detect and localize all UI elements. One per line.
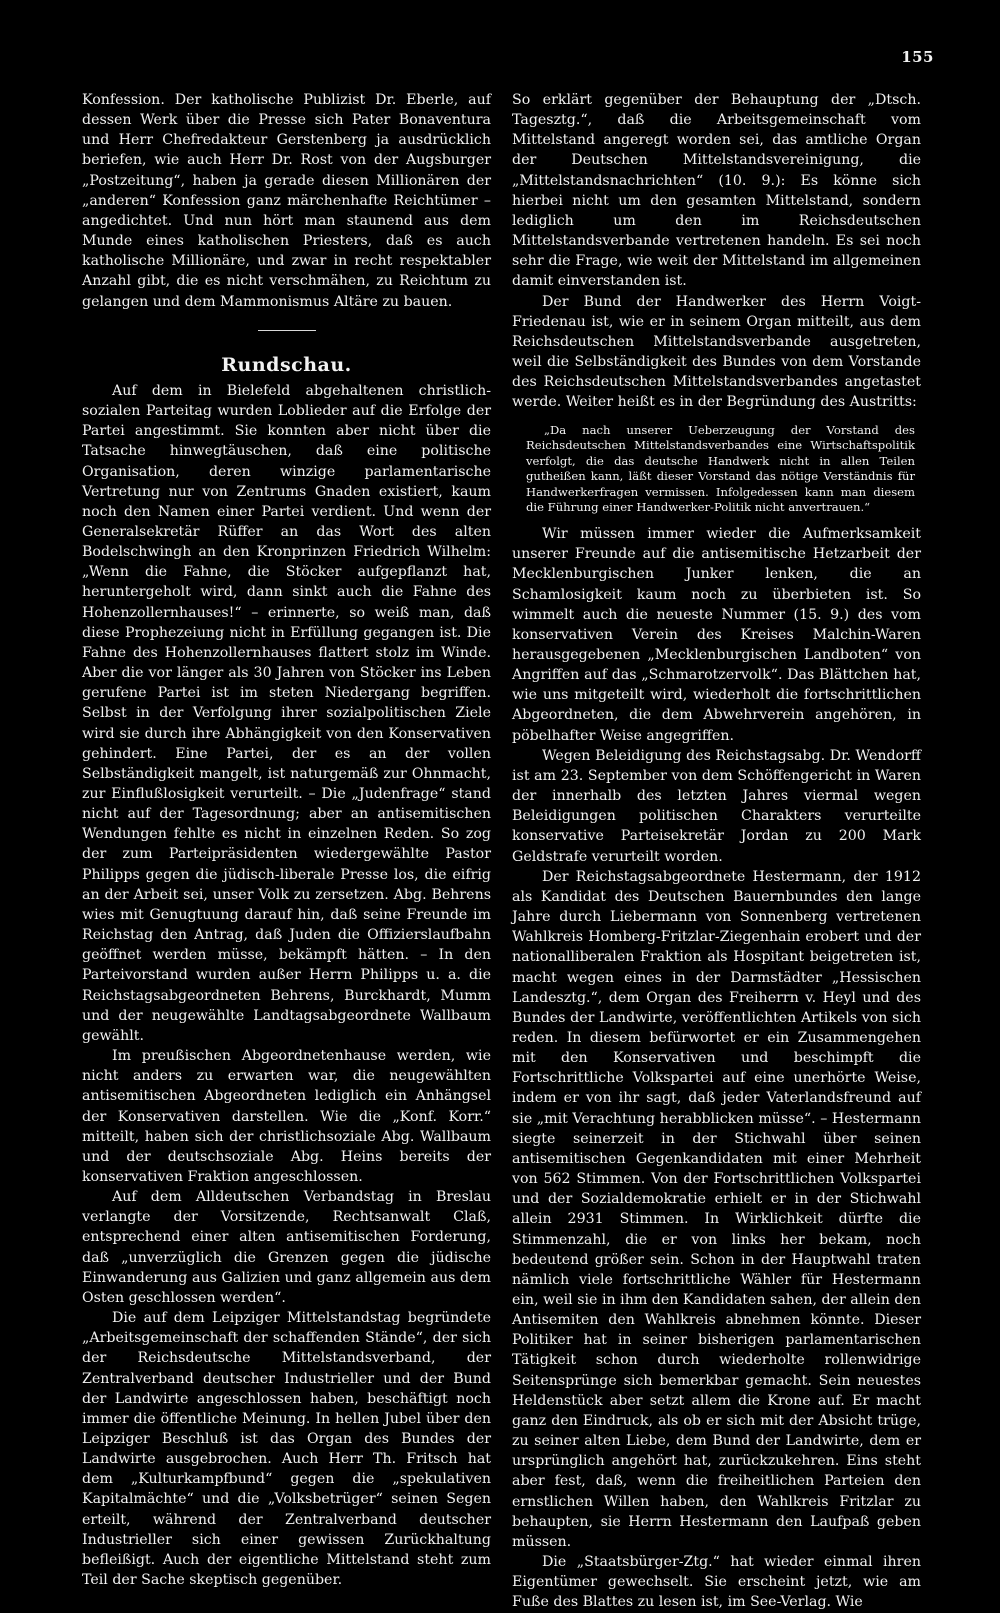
paragraph: Der Bund der Handwerker des Herrn Voigt-Friedenau ist, wie er in seinem Organ mitteilt, aus dem Reichsdeutschen Mittelstandsverbande ausgetreten, weil die Selbständigkeit des Bundes von dem Vorstande des Reichsdeutschen Mittelstandsverbandes angetastet werde. Weiter heißt es in der Begründung des Austritts: — [512, 293, 921, 411]
paragraph: Auf dem Alldeutschen Verbandstag in Breslau verlangte der Vorsitzende, Rechtsanwalt Claß, entsprechend einer alten antisemitischen Forderung, daß „unverzüglich die Grenzen gegen die jüdische Einwanderung aus Galizien und ganz allgemein aus dem Osten geschlossen werden“. — [82, 1189, 491, 1306]
paragraph: Wir müssen immer wieder die Aufmerksamkeit unserer Freunde auf die antisemitische Hetzarbeit der Mecklenburgischen Junker lenken, die an Schamlosigkeit kaum noch zu überbieten ist. So wimmelt auch die neueste Nummer (15. 9.) des vom konservativen Verein des Kreises Malchin-Waren herausgegebenen „Mecklenburgischen Landboten“ von Angriffen auf das „Schmarotzervolk“. Das Blättchen hat, wie uns mitgeteilt wird, wiederholt die fortschrittlichen Abgeordneten, die dem Abwehrverein angehören, in pöbelhafter Weise angegriffen. — [512, 526, 921, 744]
block-quote: „Da nach unserer Ueberzeugung der Vorstand des Reichsdeutschen Mittelstandsverbandes eine Wirtschaftspolitik verfolgt, die das deutsche Handwerk nicht in allen Teilen gutheißen kann, läßt dieser Vorstand das nötige Verständnis für Handwerkerfragen vermissen. Infolgedessen kann man diesem die Führung einer Handwerker-Politik nicht anvertrauen.“ — [526, 422, 915, 515]
paragraph: Der Reichstagsabgeordnete Hestermann, der 1912 als Kandidat des Deutschen Bauernbundes den lange Jahre durch Liebermann von Sonnenberg vertretenen Wahlkreis Homberg-Fritzlar-Ziegenhain erobert und der nationalliberalen Fraktion als Hospitant beigetreten ist, macht wegen eines in der Darmstädter „Hessischen Landesztg.“, dem Organ des Freiherrn v. Heyl und des Bundes der Landwirte, veröffentlichten Artikels von sich reden. In diesem befürwortet er ein Zusammengehen mit den Konservativen und beschimpft die Fortschrittliche Volkspartei auf eine unerhörte Weise, indem er von ihr sagt, daß jeder Vaterlandsfreund auf sie „mit Verachtung herabblicken müsse“. – Hestermann siegte seinerzeit in der Stichwahl über seinen antisemitischen Gegenkandidaten mit einer Mehrheit von 562 Stimmen. Von der Fortschrittlichen Volkspartei und der Sozialdemokratie erhielt er in der Stichwahl allein 2931 Stimmen. In Wirklichkeit dürfte die Stimmenzahl, die er von links her bekam, noch bedeutend größer sein. Schon in der Hauptwahl traten nämlich viele fortschrittliche Wähler für Hestermann ein, weil sie in ihm den Kandidaten sahen, der allein den Antisemiten den Wahlkreis abnehmen könnte. Dieser Politiker hat in seiner bisherigen parlamentarischen Tätigkeit schon durch wiederholte rollenwidrige Seitensprünge sich bemerkbar gemacht. Sein neuestes Heldenstück aber setzt allem die Krone auf. Er macht ganz den Eindruck, als ob er sich mit der Absicht trüge, zu seiner alten Liebe, dem Bund der Landwirte, dem er ursprünglich angehört hat, zurückzukehren. Eins steht aber fest, daß, wenn die freiheitlichen Parteien den ernstlichen Willen haben, den Wahlkreis Fritzlar zu behaupten, sie Herrn Hestermann den Laufpaß geben müssen. — [512, 868, 921, 1550]
paragraph: Die „Staatsbürger-Ztg.“ hat wieder einmal ihren Eigentümer gewechselt. Sie erscheint jetzt, wie am Fuße des Blattes zu lesen ist, im See-Verlag. Wie — [512, 1554, 921, 1611]
left-column — [82, 90, 491, 1590]
section-heading: Rundschau. — [221, 353, 352, 376]
paragraph: Im preußischen Abgeordnetenhause werden, wie nicht anders zu erwarten war, die neugewählten antisemitischen Abgeordneten lediglich ein Anhängsel der Konservativen darstellen. Wie die „Konf. Korr.“ mitteilt, haben sich der christlichsoziale Abg. Wallbaum und der deutschsoziale Abg. Heins bereits der konservativen Fraktion angeschlossen. — [82, 1048, 491, 1185]
paragraph: Die auf dem Leipziger Mittelstandstag begründete „Arbeitsgemeinschaft der schaffenden Stände“, der sich der Reichsdeutsche Mittelstandsverband, der Zentralverband deutscher Industrieller und der Bund der Landwirte angeschlossen haben, beschäftigt noch immer die öffentliche Meinung. In hellen Jubel über den Leipziger Beschluß ist das Organ des Bundes der Landwirte ausgebrochen. Auch Herr Th. Fritsch hat dem „Kulturkampfbund“ gegen die „spekulativen Kapitalmächte“ und die „Volksbetrüger“ seinen Segen erteilt, während der Zentralverband deutscher Industrieller sich einer gewissen Zurückhaltung befleißigt. Auch der eigentliche Mittelstand steht zum Teil der Sache skeptisch gegenüber. — [82, 1310, 491, 1589]
paragraph: So erklärt gegenüber der Behauptung der „Dtsch. Tagesztg.“, daß die Arbeitsgemeinschaft vom Mittelstand angeregt worden sei, das amtliche Organ der Deutschen Mittelstandsvereinigung, die „Mittelstandsnachrichten“ (10. 9.): Es könne sich hierbei nicht um den gesamten Mittelstand, sondern lediglich um den im Reichsdeutschen Mittelstandsverbande vertretenen handeln. Es sei noch sehr die Frage, wie weit der Mittelstand im allgemeinen damit einverstanden ist. — [512, 92, 921, 290]
paragraph: Konfession. Der katholische Publizist Dr. Eberle, auf dessen Werk über die Presse sich Pater Bonaventura und Herr Chefredakteur Gerstenberg ja ausdrücklich beriefen, wie auch Herr Dr. Rost von der Augsburger „Postzeitung“, haben ja gerade diesen Millionären der „anderen“ Konfession ganz märchenhafte Reichtümer – angedichtet. Und nun hört man staunend aus dem Munde eines katholischen Priesters, daß es auch katholische Millionäre, und zwar in recht respektabler Anzahl gibt, die es nicht verschmähen, zu Reichtum zu gelangen und dem Mammonismus Altäre zu bauen. — [82, 92, 491, 310]
paragraph: Wegen Beleidigung des Reichstagsabg. Dr. Wendorff ist am 23. September von dem Schöffengericht in Waren der innerhalb des letzten Jahres viermal wegen Beleidigungen politischen Charakters verurteilte konservative Parteisekretär Jordan zu 200 Mark Geldstrafe verurteilt worden. — [512, 747, 921, 865]
section-divider — [258, 330, 316, 331]
right-column — [512, 90, 921, 1613]
paragraph: Auf dem in Bielefeld abgehaltenen christlich-sozialen Parteitag wurden Loblieder auf die Erfolge der Partei angestimmt. Sie konnten aber nicht über die Tatsache hinwegtäuschen, daß eine politische Organisation, deren winzige parlamentarische Vertretung nur von Zentrums Gnaden existiert, kaum noch den Namen einer Partei verdient. Und wenn der Generalsekretär Rüffer an das Wort des alten Bodelschwingh an den Kronprinzen Friedrich Wilhelm: „Wenn die Fahne, die Stöcker aufgepflanzt hat, heruntergeholt wird, dann sinkt auch die Fahne des Hohenzollernhauses!“ – erinnerte, so weiß man, daß diese Prophezeiung nicht in Erfüllung gegangen ist. Die Fahne des Hohenzollernhauses flattert stolz im Winde. Aber die vor länger als 30 Jahren von Stöcker ins Leben gerufene Partei ist im steten Niedergang begriffen. Selbst in der Verfolgung ihrer sozialpolitischen Ziele wird sie durch ihre Abhängigkeit von den Konservativen gehindert. Eine Partei, der es an der vollen Selbständigkeit mangelt, ist naturgemäß zur Ohnmacht, zur Einflußlosigkeit verurteilt. – Die „Judenfrage“ stand nicht auf der Tagesordnung; aber an antisemitischen Wendungen fehlte es nicht in einzelnen Reden. So zog der zum Parteipräsidenten wiedergewählte Pastor Philipps gegen die jüdisch-liberale Presse los, die eifrig an der Arbeit sei, unser Volk zu zersetzen. Abg. Behrens wies mit Genugtuung darauf hin, daß seine Freunde im Reichstag den Antrag, daß Juden die Offizierslaufbahn geöffnet werden müsse, bekämpft hätten. – In den Parteivorstand wurden außer Herrn Philipps u. a. die Reichstagsabgeordneten Behrens, Burckhardt, Mumm und der neugewählte Landtagsabgeordnete Wallbaum gewählt. — [82, 382, 491, 1044]
page-number: 155 — [901, 48, 934, 66]
